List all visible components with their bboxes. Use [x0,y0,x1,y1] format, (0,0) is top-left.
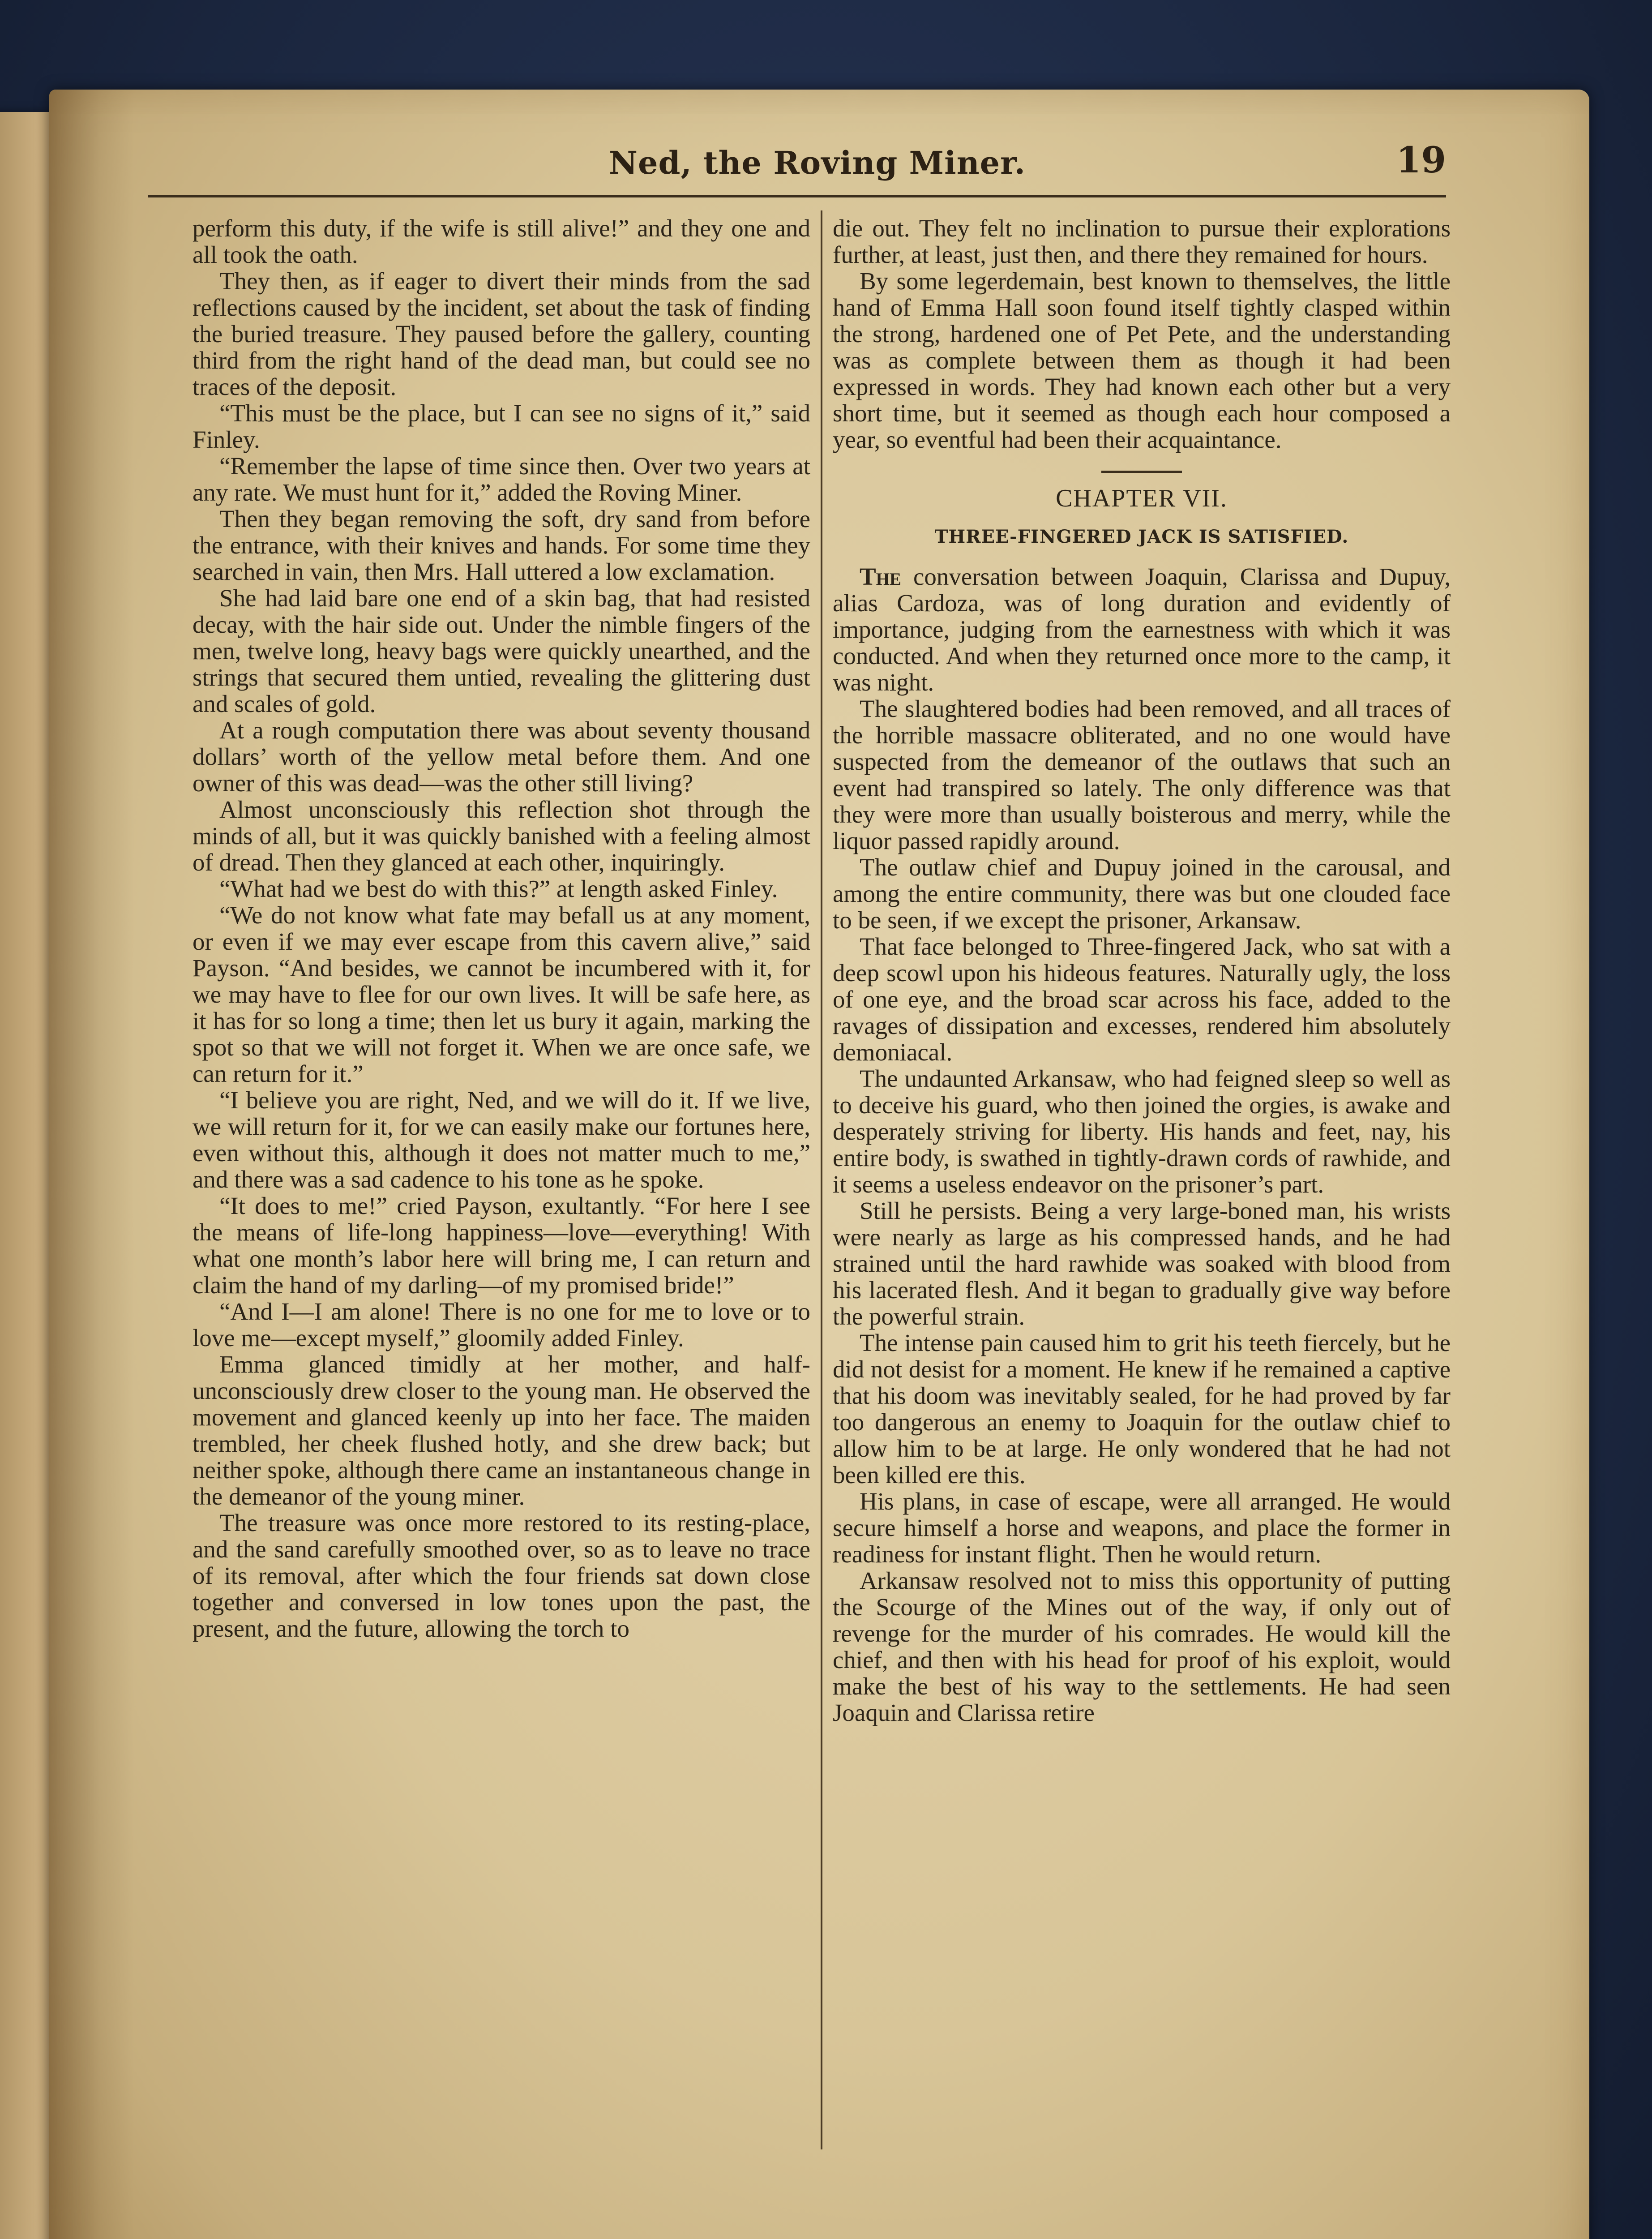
paragraph: The undaunted Arkansaw, who had feigned sleep so well as to deceive his guard, who then joined the orgies, is awake and desperately striving for liberty. His hands and feet, nay, his entire body, is swathed in tightly-drawn cords of rawhide, and it seems a useless endeavor on the prisoner’s part. [833,1065,1451,1198]
right-column [833,215,1451,1726]
header-rule [148,195,1446,197]
paragraph: By some legerdemain, best known to themselves, the little hand of Emma Hall soon found itself tightly clasped within the strong, hardened one of Pet Pete, and the understanding was as complete between them as though it had been expressed in words. They had known each other but a very short time, but it seemed as though each hour composed a year, so eventful had been their acquaintance. [833,267,1451,453]
opening-text: conversation between Joaquin, Clarissa and Dupuy, alias Cardoza, was of long duration and evidently of importance, judging from the earnestness with which it was conducted. And when they returned once more to the camp, it was night. [833,563,1451,696]
paragraph: Then they began removing the soft, dry sand from before the entrance, with their knives and hands. For some time they searched in vain, then Mrs. Hall uttered a low exclamation. [193,505,810,585]
paragraph: They then, as if eager to divert their minds from the sad reflections caused by the incident, set about the task of finding the buried treasure. They paused before the gallery, counting third from the right hand of the dead man, but could see no traces of the deposit. [193,267,810,400]
opening-word: The [860,563,902,590]
paragraph: The slaughtered bodies had been removed, and all traces of the horrible massacre obliterated, and no one would have suspected from the demeanor of the outlaws that such an event had transpired so lately. The only difference was that they were more than usually boisterous and merry, while the liquor passed rapidly around. [833,695,1451,854]
paragraph: She had laid bare one end of a skin bag, that had resisted decay, with the hair side out. Under the nimble fingers of the men, twelve long, heavy bags were quickly unearthed, and the strings that secured them untied, revealing the glittering dust and scales of gold. [193,584,810,717]
chapter-title: CHAPTER VII. [1056,485,1228,512]
paragraph: At a rough computation there was about seventy thousand dollars’ worth of the yellow metal before them. And one owner of this was dead—was the other still living? [193,716,810,797]
chapter-subtitle: THREE-FINGERED JACK IS SATISFIED. [934,526,1349,547]
paragraph: “And I—I am alone! There is no one for me to love or to love me—except myself,” gloomily added Finley. [193,1298,810,1351]
page-header [148,134,1446,202]
paragraph: “It does to me!” cried Payson, exultantly. “For here I see the means of life-long happiness—love—everything! With what one month’s labor here will bring me, I can return and claim the hand of my darling—of my promised bride!” [193,1192,810,1299]
paragraph: “I believe you are right, Ned, and we will do it. If we live, we will return for it, for we can easily make our fortunes here, even without this, although it does not matter much to me,” and there was a sad cadence to his tone as he spoke. [193,1086,810,1193]
paragraph: Still he persists. Being a very large-boned man, his wrists were nearly as large as his compressed hands, and he had strained until the hard rawhide was soaked with blood from his lacerated flesh. And it began to gradually give way before the powerful strain. [833,1197,1451,1330]
paragraph: That face belonged to Three-fingered Jack, who sat with a deep scowl upon his hideous features. Naturally ugly, the loss of one eye, and the broad scar across his face, added to the ravages of dissipation and excesses, rendered him absolutely demoniacal. [833,933,1451,1066]
chapter-opening-paragraph [833,563,1451,695]
running-title: Ned, the Roving Miner. [609,144,1026,181]
page-number: 19 [1396,139,1446,181]
paragraph: “This must be the place, but I can see no signs of it,” said Finley. [193,399,810,453]
paragraph: Almost unconsciously this reflection shot through the minds of all, but it was quickly banished with a feeling almost of dread. Then they glanced at each other, inquiringly. [193,796,810,876]
paragraph: “We do not know what fate may befall us at any moment, or even if we may ever escape from this cavern alive,” said Payson. “And besides, we cannot be incumbered with it, for we may have to flee for our own lives. It will be safe here, as it has for so long a time; then let us bury it again, marking the spot so that we will not forget it. When we are once safe, we can return for it.” [193,901,810,1087]
paragraph: Arkansaw resolved not to miss this opportunity of putting the Scourge of the Mines out of the way, if only out of revenge for the murder of his comrades. He would kill the chief, and then with his head for proof of his exploit, would make the best of his way to the settlements. He had seen Joaquin and Clarissa retire [833,1567,1451,1726]
paragraph: Emma glanced timidly at her mother, and half-unconsciously drew closer to the young man. He observed the movement and glanced keenly up into her face. The maiden trembled, her cheek flushed hotly, and she drew back; but neither spoke, although there came an instantaneous change in the demeanor of the young miner. [193,1351,810,1510]
column-divider [821,210,822,2149]
paragraph: “What had we best do with this?” at length asked Finley. [219,875,778,902]
chapter-rule [1101,471,1182,473]
paragraph: The treasure was once more restored to its resting-place, and the sand carefully smoothed over, so as to leave no trace of its removal, after which the four friends sat down close together and conversed in low tones upon the past, the present, and the future, allowing the torch to [193,1509,810,1642]
paragraph: The outlaw chief and Dupuy joined in the carousal, and among the entire community, there was but one clouded face to be seen, if we except the prisoner, Arkansaw. [833,854,1451,934]
left-column [193,215,810,1642]
paragraph: perform this duty, if the wife is still alive!” and they one and all took the oath. [193,214,810,268]
paragraph: His plans, in case of escape, were all arranged. He would secure himself a horse and weapons, and place the former in readiness for instant flight. Then he would return. [833,1488,1451,1568]
paragraph: “Remember the lapse of time since then. Over two years at any rate. We must hunt for it,” added the Roving Miner. [193,452,810,506]
paragraph: die out. They felt no inclination to pursue their explorations further, at least, just then, and there they remained for hours. [833,214,1451,268]
paragraph: The intense pain caused him to grit his teeth fiercely, but he did not desist for a moment. He knew if he remained a captive that his doom was inevitably sealed, for he had proved by far too dangerous an enemy to Joaquin for the outlaw chief to allow him to be at large. He only wondered that he had not been killed ere this. [833,1329,1451,1488]
